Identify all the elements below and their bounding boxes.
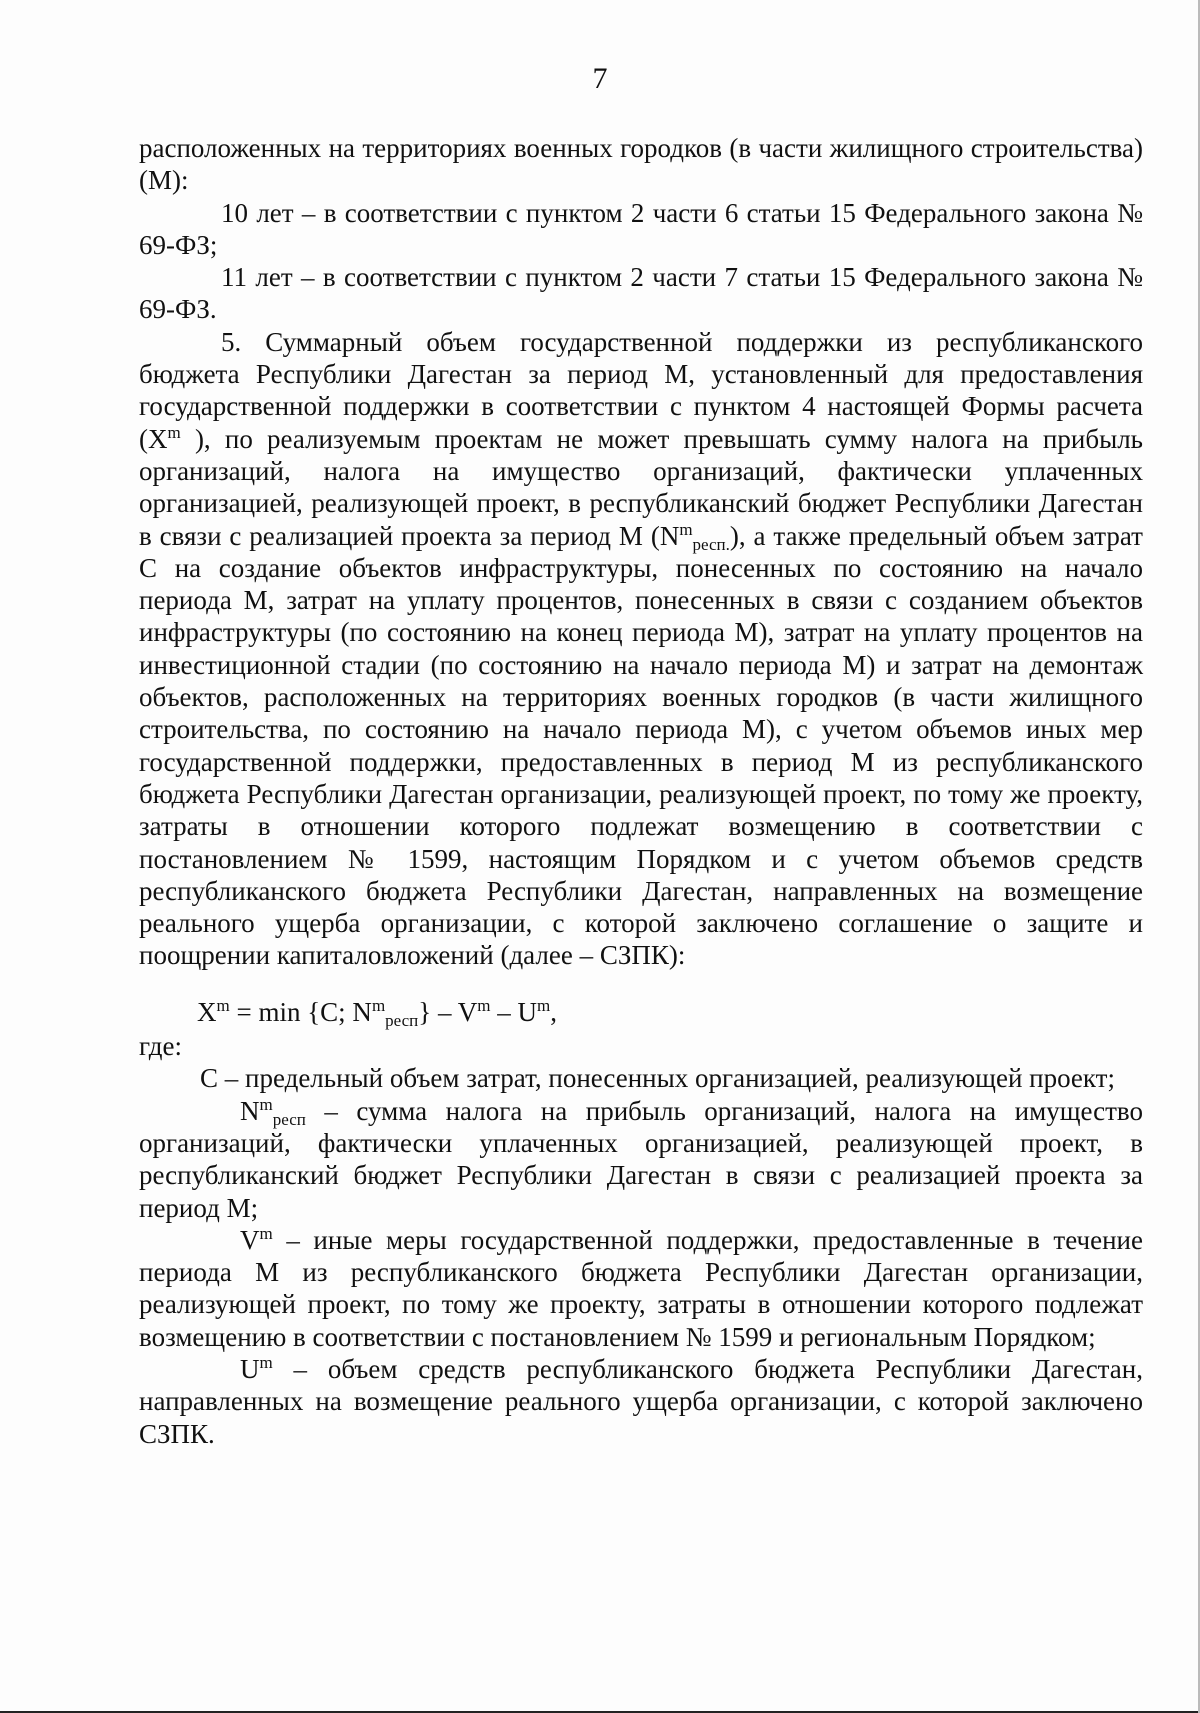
formula-min: = min {C; N: [229, 996, 372, 1027]
paragraph-10-years: 10 лет – в соответствии с пунктом 2 части 6 статьи 15 Федерального закона № 69-ФЗ;: [139, 197, 1143, 260]
item-5-sup-m: m: [167, 422, 181, 442]
definition-u-sup: m: [259, 1352, 273, 1372]
definition-u: [139, 1353, 1143, 1450]
definition-n-sup: m: [259, 1094, 273, 1114]
where-label: где:: [139, 1031, 182, 1062]
item-5-text-c: ), а также предельный объем затрат C на создание объектов инфраструктуры, понесенных по состоянию на начало периода M, затрат на уплату процентов, понесенных в связи с созданием объектов инфраструктуры (по состоянию на конец периода M), затрат на уплату процентов на инвестиционной стадии (по состоянию на начало периода M) и затрат на демонтаж объектов, расположенных на территориях военных городков (в части жилищного строительства, по состоянию на начало периода M), с учетом объемов иных мер государственной поддержки, предоставленных в период M из республиканского бюджета Республики Дагестан организации, реализующей проект, по тому же проекту, затраты в отношении которого подлежат возмещению в соответствии с постановлением № 1599, настоящим Порядком и с учетом объемов средств республиканского бюджета Республики Дагестан, направленных на возмещение реального ущерба организации, с которой заключено соглашение о защите и поощрении капиталовложений (далее – СЗПК):: [139, 520, 1143, 971]
formula: [139, 996, 1143, 1028]
paragraph-11-years: 11 лет – в соответствии с пунктом 2 части 7 статьи 15 Федерального закона № 69-ФЗ.: [139, 262, 1143, 325]
formula-n-sub: респ: [385, 1010, 419, 1030]
item-5-text-b: ), по реализуемым проектам не может превышать сумму налога на прибыль организаций, налога на имущество организаций, фактически уплаченных организацией, реализующей проект, в республиканский бюджет Республики Дагестан в связи с реализацией проекта за период M (N: [139, 423, 1143, 551]
definition-v-text: – иные меры государственной поддержки, предоставленные в течение периода M из республиканского бюджета Республики Дагестан организации, реализующей проект, по тому же проекту, затраты в отношении которого подлежат возмещению в соответствии с постановлением № 1599 и региональным Порядком;: [139, 1224, 1143, 1352]
item-5-text-a: 5. Суммарный объем государственной поддержки из республиканского бюджета Республики Дагестан за период M, установленный для предоставления государственной поддержки в соответствии с пунктом 4 настоящей Формы расчета (X: [139, 326, 1143, 454]
definition-n-text: – сумма налога на прибыль организаций, налога на имущество организаций, фактически уплаченных организацией, реализующей проект, в республиканский бюджет Республики Дагестан в связи с реализацией проекта за период M;: [139, 1095, 1143, 1223]
definition-v: [139, 1224, 1143, 1353]
formula-minus-v: } – V: [418, 996, 478, 1027]
page-number: 7: [592, 62, 608, 95]
document-body: [139, 132, 1143, 1450]
paragraph-item-5: [139, 326, 1143, 972]
definition-u-text: – объем средств республиканского бюджета Республики Дагестан, направленных на возмещение реального ущерба организации, с которой заключено СЗПК.: [139, 1353, 1143, 1449]
paragraph-continuation: расположенных на территориях военных городков (в части жилищного строительства) (M):: [139, 133, 1143, 196]
definition-n-sub: респ: [272, 1109, 306, 1129]
formula-x: X: [197, 996, 217, 1027]
formula-u-sup: m: [537, 995, 551, 1015]
formula-n-sup: m: [371, 995, 386, 1015]
definition-v-symbol: V: [240, 1224, 260, 1255]
item-5-sub-resp: респ.: [692, 534, 730, 554]
formula-minus-u: – U: [490, 996, 538, 1027]
definition-v-sup: m: [259, 1223, 273, 1243]
formula-v-sup: m: [477, 995, 491, 1015]
item-5-sup-m2: m: [679, 519, 693, 539]
definition-u-symbol: U: [240, 1353, 260, 1384]
formula-end: ,: [550, 996, 557, 1027]
definition-c: C – предельный объем затрат, понесенных организацией, реализующей проект;: [200, 1063, 1115, 1094]
definition-n-symbol: N: [240, 1095, 260, 1126]
formula-x-sup: m: [216, 995, 230, 1015]
definition-n: [139, 1095, 1143, 1224]
